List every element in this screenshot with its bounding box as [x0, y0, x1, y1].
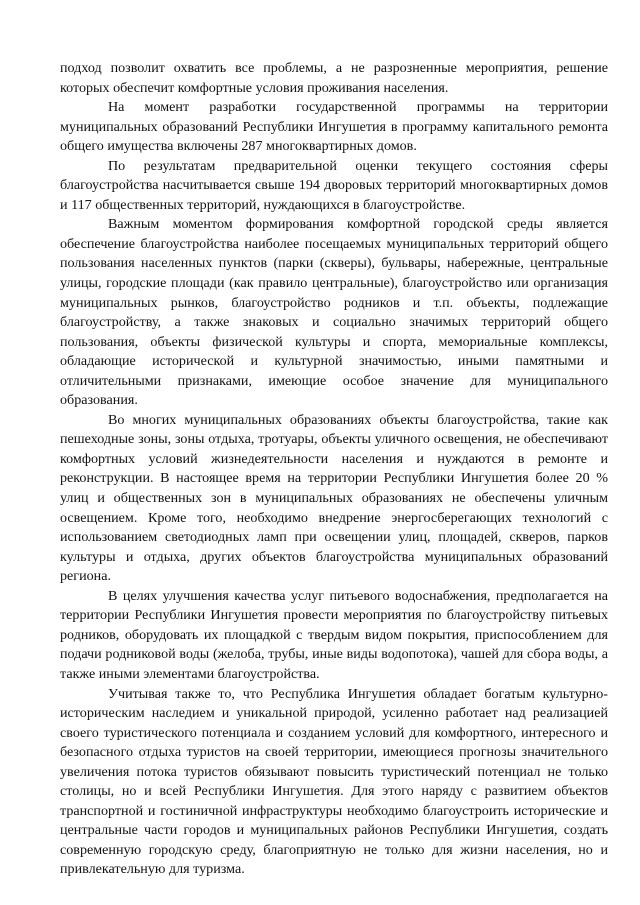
- document-page: [60, 59, 608, 880]
- paragraph-public-spaces: Важным моментом формирования комфортной городской среды является обеспечение благоустройства наиболее посещаемых муниципальных территорий общего пользования населенных пунктов (парки (скверы), бульвары, набережные, центральные улицы, городские площади (как правило центральные), благоустройство или организация муниципальных рынков, благоустройство родников и т.п. объекты, подлежащие благоустройству, а также знаковых и социально значимых территорий общего пользования, объекты физической культуры и спорта, мемориальные комплексы, обладающие исторической и культурной значимостью, иными памятными и отличительными признаками, имеющие особое значение для муниципального образования.: [60, 216, 608, 409]
- paragraph-intro-continuation: подход позволит охватить все проблемы, а не разрозненные мероприятия, решение которых обеспечит комфортные условия проживания населения.: [60, 60, 608, 96]
- paragraph-assessment: По результатам предварительной оценки текущего состояния сферы благоустройства насчитывается свыше 194 дворовых территорий многоквартирных домов и 117 общественных территорий, нуждающихся в благоустройстве.: [60, 157, 608, 213]
- paragraph-street-lighting: Во многих муниципальных образованиях объекты благоустройства, такие как пешеходные зоны, зоны отдыха, тротуары, объекты уличного освещения, не обеспечивают комфортных условий жизнедеятельности населения и нуждаются в ремонте и реконструкции. В настоящее время на территории Республики Ингушетия более 20 % улиц и общественных зон в муниципальных образованиях не обеспечены уличным освещением. Кроме того, необходимо внедрение энергосберегающих технологий с использованием светодиодных ламп при освещении улиц, площадей, скверов, парков культуры и отдыха, других объектов благоустройства муниципальных образований региона.: [60, 411, 608, 585]
- paragraph-tourism: Учитывая также то, что Республика Ингушетия обладает богатым культурно-историческим наследием и уникальной природой, усиленно работает над реализацией своего туристического потенциала и созданием условий для комфортного, интересного и безопасного отдыха туристов на своей территории, имеющиеся прогнозы значительного увеличения потока туристов обязывают повысить туристический потенциал не только столицы, но и всей Республики Ингушетия. Для этого наряду с развитием объектов транспортной и гостиничной инфраструктуры необходимо благоустроить исторические и центральные части городов и муниципальных районов Республики Ингушетия, создать современную городскую среду, благоприятную не только для жизни населения, но и привлекательную для туризма.: [60, 685, 608, 878]
- paragraph-capital-repair: На момент разработки государственной программы на территории муниципальных образований Республики Ингушетия в программу капитального ремонта общего имущества включены 287 многоквартирных домов.: [60, 99, 608, 155]
- paragraph-water-springs: В целях улучшения качества услуг питьевого водоснабжения, предполагается на территории Республики Ингушетия провести мероприятия по благоустройству питьевых родников, оборудовать их площадкой с твердым видом покрытия, приспособлением для подачи родниковой воды (желоба, трубы, иные виды водопотока), чашей для сбора воды, а также иными элементами благоустройства.: [60, 587, 608, 682]
